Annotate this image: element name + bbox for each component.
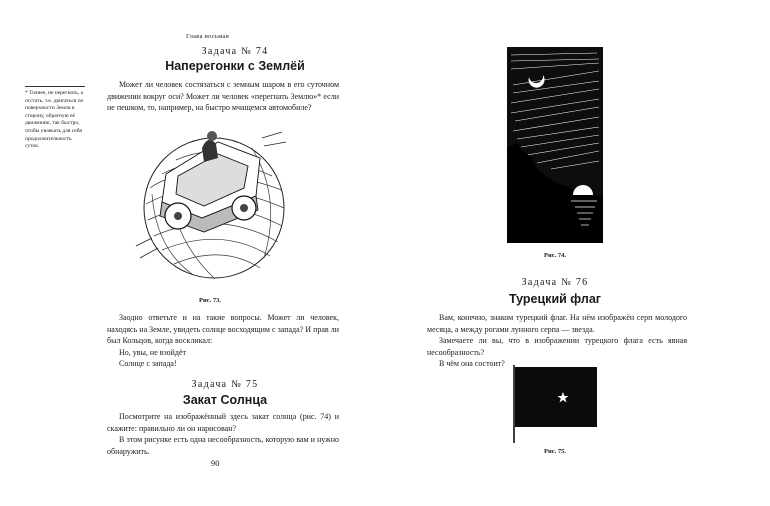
followup-text <box>107 312 339 370</box>
task-76-label: Задача № 76 <box>521 277 589 288</box>
verse-line-2: Солнце с запада! <box>119 359 177 369</box>
task-76-title: Турецкий флаг <box>508 292 602 306</box>
task-75-title: Закат Солнца <box>182 393 268 407</box>
task-75-label: Задача № 75 <box>191 379 259 390</box>
side-note: * Точнее, не перегнать, а отстать, т.е. двигаться по поверхности Земли в сторону, обратную её движению, так быстро, чтобы увлекать для себя продолжительность суток. <box>25 86 85 151</box>
task-75-paragraph-2: В этом рисунке есть одна несообразность, которую вам и нужно обнаружить. <box>107 435 339 456</box>
task-76-paragraph-2: Замечаете ли вы, что в изображении турецкого флага есть явная несообразность? <box>427 336 687 357</box>
verse-line-1: Но, увы, не взойдёт <box>119 347 187 357</box>
task-76-text <box>427 312 687 370</box>
figure-75-caption: Рис. 75. <box>544 448 566 455</box>
page-number: 90 <box>211 458 220 468</box>
right-page <box>385 0 770 506</box>
task-75-paragraph-1: Посмотрите на изображённый здесь закат солнца (рис. 74) и скажите: правильно ли он нарисован? <box>107 412 339 433</box>
task-76-paragraph-1: Вам, конечно, знаком турецкий флаг. На нём изображён серп молодого месяца, а между рогами лунного серпа — звезда. <box>427 313 687 334</box>
figure-73-car-on-globe <box>132 118 290 286</box>
figure-73-caption: Рис. 73. <box>199 297 221 304</box>
running-head: Глава восьмая <box>186 33 230 40</box>
task-74-label: Задача № 74 <box>201 46 269 57</box>
task-74-text <box>107 79 339 114</box>
figure-74-sunset <box>507 47 603 243</box>
followup-paragraph: Заодно ответьте и на такие вопросы. Может ли человек, находясь на Земле, увидеть солнце восходящим с запада? И прав ли был Кольцов, когда воскликал: <box>107 313 339 346</box>
figure-74-caption: Рис. 74. <box>544 252 566 259</box>
task-75-text <box>107 411 339 457</box>
figure-75-turkish-flag <box>511 365 599 443</box>
task-74-paragraph: Может ли человек состязаться с земным шаром в его суточном движении вокруг оси? Может ли человек «перегнать Землю»* если не пешком, то, например, на быстро мчащемся автомобиле? <box>107 80 339 113</box>
task-74-title: Наперегонки с Землёй <box>165 59 305 73</box>
task-76-paragraph-3: В чём она состоит? <box>439 359 505 369</box>
